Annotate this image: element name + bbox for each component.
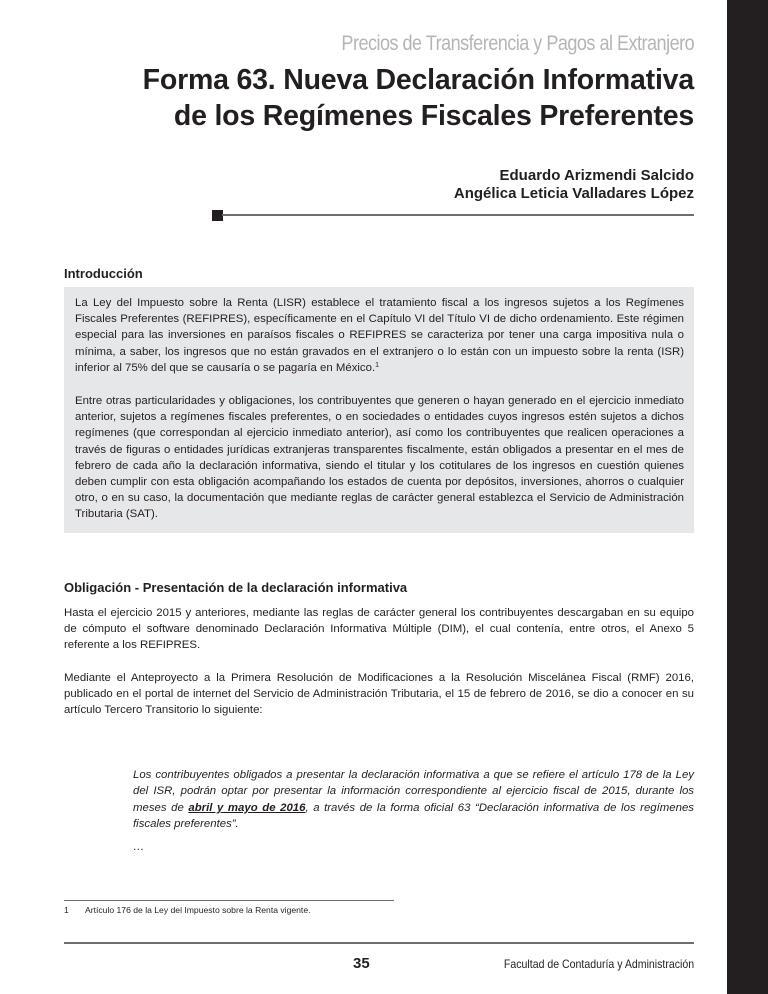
page-number: 35 (353, 955, 370, 972)
footnote-text: Artículo 176 de la Ley del Impuesto sobre la Renta vigente. (85, 905, 311, 915)
obligacion-paragraph-1: Hasta el ejercicio 2015 y anteriores, mediante las reglas de carácter general los contribuyentes descargaban en su equipo de cómputo el software denominado Declaración Informativa Múltiple (DIM), el cual contenía, entre otros, el Anexo 5 referente a los REFIPRES. (64, 607, 694, 652)
author-2: Angélica Leticia Valladares López (453, 185, 694, 202)
title-line-2: de los Regímenes Fiscales Preferentes (173, 100, 694, 132)
quote-text-before: Los contribuyentes obligados a presentar la declaración informativa a que se refiere el artículo 178 de la Ley del ISR, podrán optar por presentar la información correspondiente al ejercicio fiscal de 2015, durante los meses de (133, 769, 694, 814)
section-heading-obligacion: Obligación - Presentación de la declaración informativa (64, 580, 408, 595)
authors (454, 167, 694, 203)
footnote-1 (64, 905, 311, 915)
title-line-1: Forma 63. Nueva Declaración Informativa (142, 64, 694, 96)
series-title: Precios de Transferencia y Pagos al Extranjero (341, 32, 694, 55)
author-1: Eduardo Arizmendi Salcido (499, 167, 694, 184)
side-edge-bar (727, 0, 768, 994)
article-title (143, 62, 694, 134)
footnote-number: 1 (64, 905, 69, 915)
block-quote (133, 767, 694, 833)
intro-paragraph-2: Entre otras particularidades y obligaciones, los contribuyentes que generen o hayan generado en el ejercicio inmediato anterior, sujetos a regímenes fiscales preferentes, o en sociedades o entidades cuyos ingresos estén sujetos a dichos regímenes (que correspondan al ejercicio inmediato anterior), así como los contribuyentes que realicen operaciones a través de figuras o entidades jurídicas extranjeras transparentes fiscalmente, están obligados a presentar en el mes de febrero de cada año la declaración informativa, siendo el titular y los cotitulares de los ingresos en cuestión quienes deben cumplir con esta obligación acompañando los estados de cuenta por depósitos, inversiones, ahorros o cualquier otro, o en su caso, la documentación que mediante reglas de carácter general establezca el Servicio de Administración Tributaria (SAT). (75, 395, 684, 521)
footer-rule (64, 942, 694, 944)
footnote-ref[interactable]: 1 (375, 361, 380, 369)
quote-text-after: , a través de la forma oficial 63 “Declaración informativa de los regímenes fiscales preferentes”. (133, 801, 694, 831)
footer-institution: Facultad de Contaduría y Administración (503, 957, 694, 971)
quote-ellipsis: … (133, 841, 145, 853)
quote-emphasis: abril y mayo de 2016 (188, 801, 306, 814)
intro-paragraph-1 (75, 295, 684, 376)
header-rule (222, 214, 694, 216)
footnote-rule (64, 900, 394, 901)
intro-paragraph-1-text: La Ley del Impuesto sobre la Renta (LISR) establece el tratamiento fiscal a los ingresos sujetos a los Regímenes Fiscales Preferentes (REFIPRES), específicamente en el Capítulo VI del Título VI de dicho ordenamiento. Este régimen especial para las inversiones en paraísos fiscales o REFIPRES se caracteriza por tener una carga impositiva nula o mínima, a saber, los ingresos que no están gravados en el extranjero o lo están con un impuesto sobre la renta (ISR) inferior al 75% del que se causaría o se pagaría en México. (75, 297, 684, 374)
obligacion-paragraph-2: Mediante el Anteproyecto a la Primera Resolución de Modificaciones a la Resolución Miscelánea Fiscal (RMF) 2016, publicado en el portal de internet del Servicio de Administración Tributaria, el 15 de febrero de 2016, se dio a conocer en su artículo Tercero Transitorio lo siguiente: (64, 672, 694, 717)
section-heading-introduccion: Introducción (64, 266, 143, 281)
